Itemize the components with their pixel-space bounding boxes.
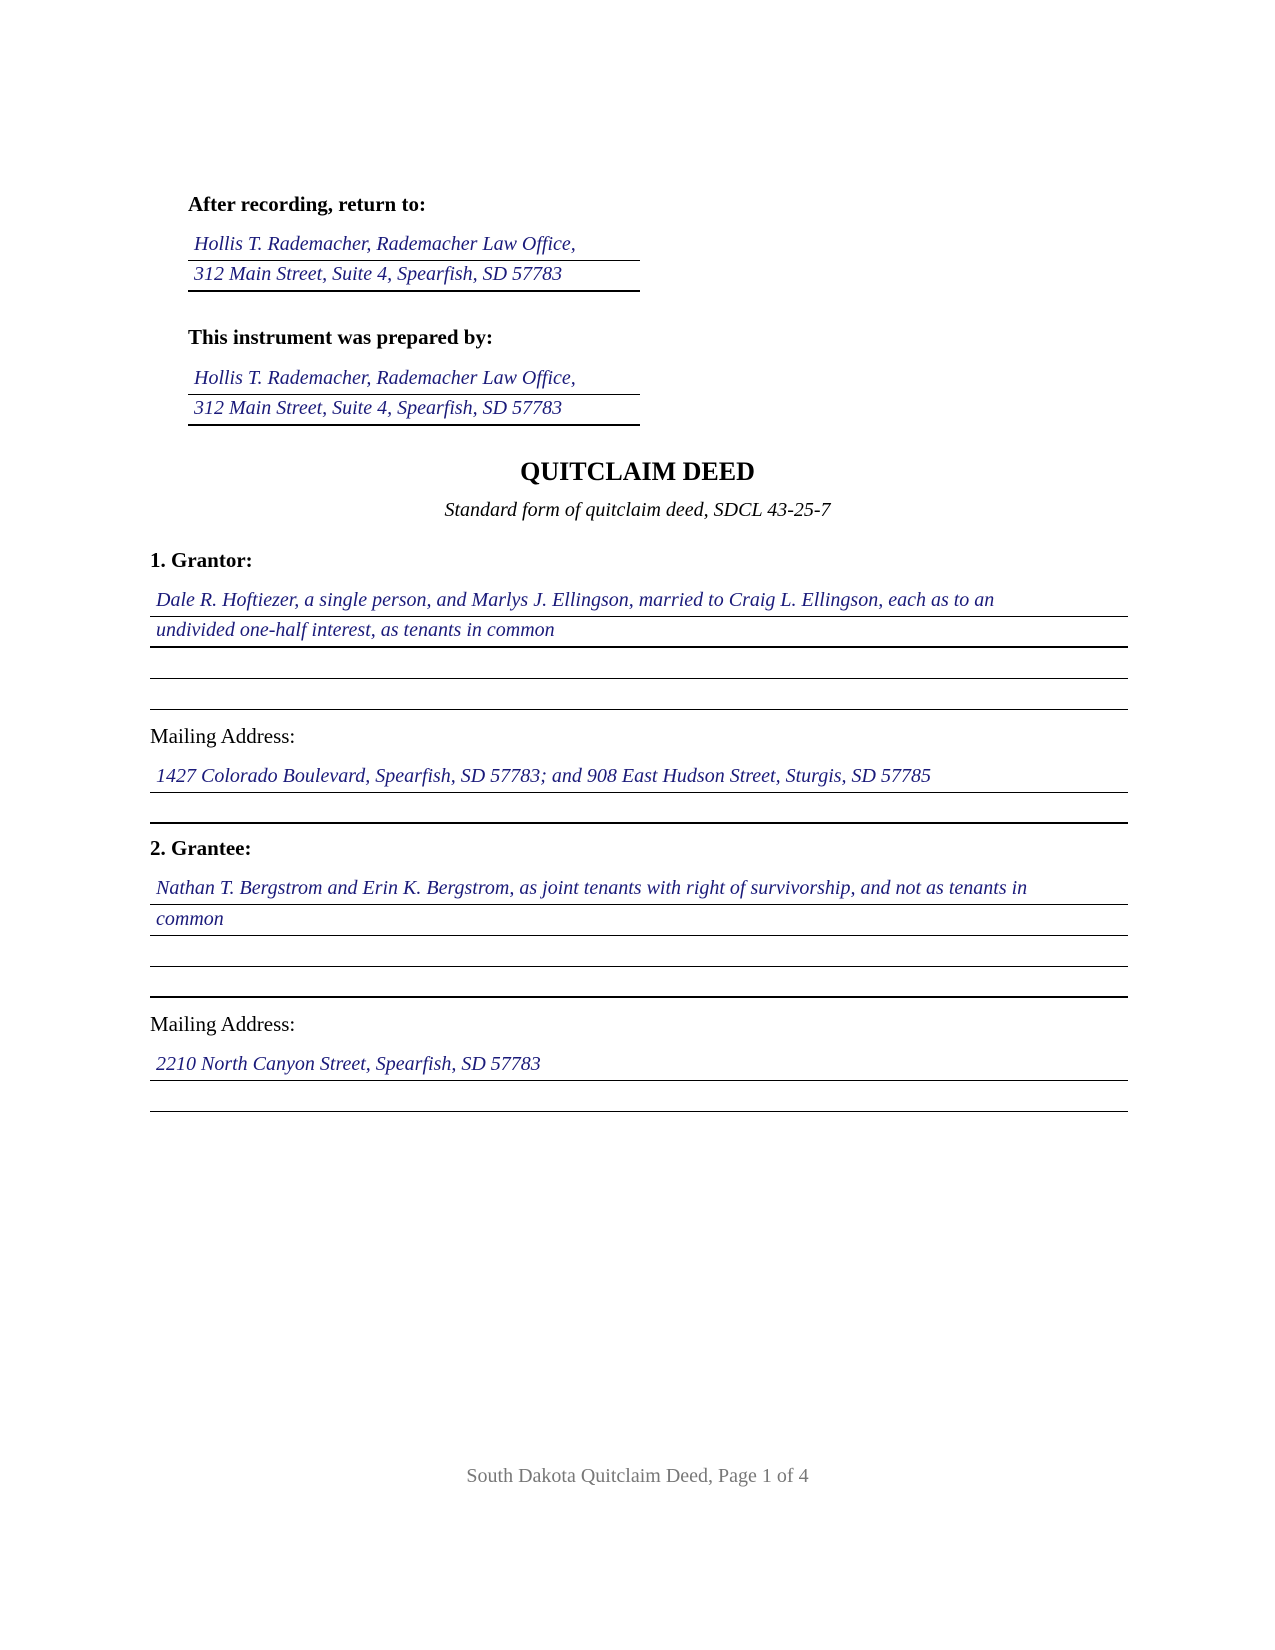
grantor-mailing-line-2[interactable] [150,793,1128,824]
grantor-text-1: Dale R. Hoftiezer, a single person, and Marlys J. Ellingson, married to Craig L. Ellingson, each as to an [156,589,995,611]
document-subtitle: Standard form of quitclaim deed, SDCL 43-25-7 [444,499,831,521]
grantee-mailing-label: Mailing Address: [150,1012,296,1036]
grantor-mailing-label: Mailing Address: [150,724,296,748]
grantee-line-3[interactable] [150,936,1128,967]
return-to-line-2[interactable] [188,261,640,292]
return-to-text-2: 312 Main Street, Suite 4, Spearfish, SD 57783 [194,263,563,285]
grantee-line-1[interactable] [150,874,1128,905]
grantor-line-4[interactable] [150,679,1128,710]
prepared-by-line-2[interactable] [188,395,640,426]
grantee-line-2[interactable] [150,905,1128,936]
grantee-mailing-line-1[interactable] [150,1050,1128,1081]
document-title: QUITCLAIM DEED [520,457,755,486]
prepared-by-heading: This instrument was prepared by: [188,325,493,349]
grantee-mailing-line-2[interactable] [150,1081,1128,1112]
grantor-mailing-line-1[interactable] [150,762,1128,793]
grantee-text-1: Nathan T. Bergstrom and Erin K. Bergstrom, as joint tenants with right of survivorship, and not as tenants in [156,877,1028,899]
grantee-text-2: common [156,908,224,930]
page-footer: South Dakota Quitclaim Deed, Page 1 of 4 [466,1465,809,1487]
grantor-line-1[interactable] [150,586,1128,617]
grantor-text-2: undivided one-half interest, as tenants in common [156,619,555,641]
grantor-line-3[interactable] [150,648,1128,679]
prepared-by-text-1: Hollis T. Rademacher, Rademacher Law Office, [194,367,576,389]
return-to-heading: After recording, return to: [188,192,426,216]
grantor-line-2[interactable] [150,617,1128,648]
grantee-line-4[interactable] [150,967,1128,998]
grantor-heading: 1. Grantor: [150,548,253,572]
prepared-by-text-2: 312 Main Street, Suite 4, Spearfish, SD 57783 [194,397,563,419]
prepared-by-line-1[interactable] [188,364,640,395]
grantee-mailing-text-1: 2210 North Canyon Street, Spearfish, SD 57783 [156,1053,541,1075]
grantee-heading: 2. Grantee: [150,836,252,860]
grantor-mailing-text-1: 1427 Colorado Boulevard, Spearfish, SD 57783; and 908 East Hudson Street, Sturgis, SD 57785 [156,765,931,787]
return-to-text-1: Hollis T. Rademacher, Rademacher Law Office, [194,233,576,255]
return-to-line-1[interactable] [188,230,640,261]
